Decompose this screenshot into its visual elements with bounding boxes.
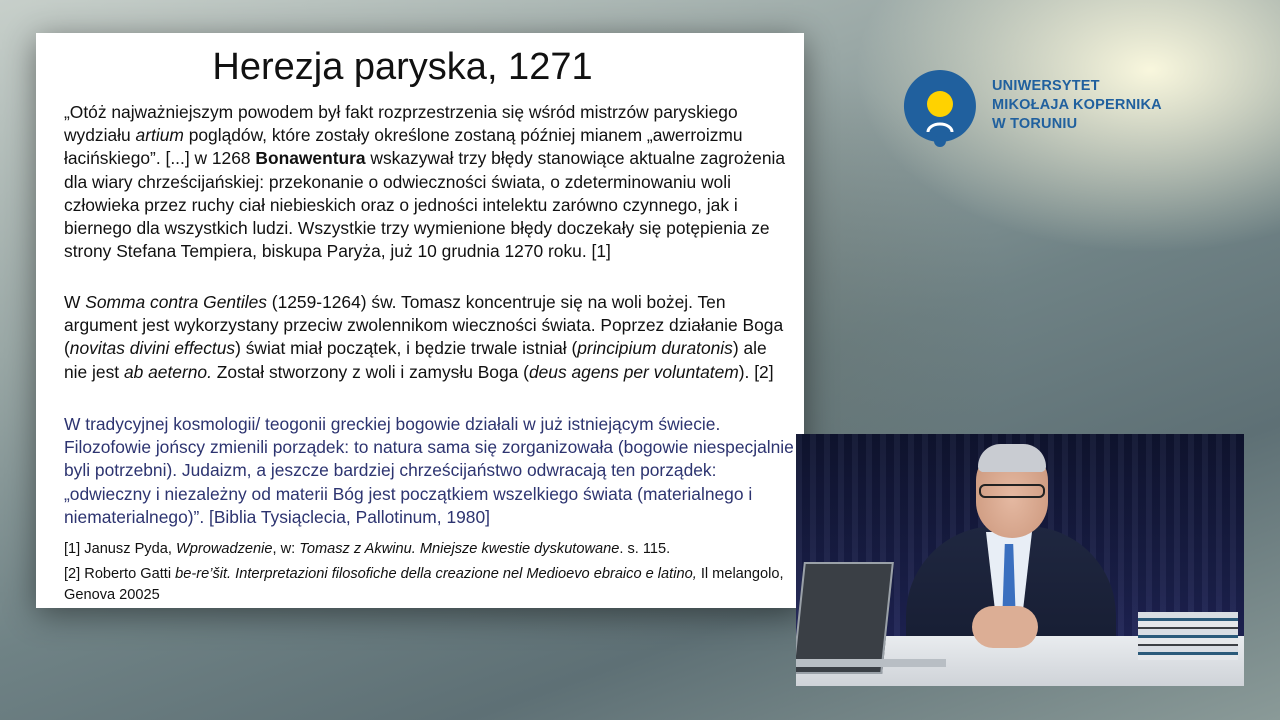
speaker-video — [796, 434, 1244, 686]
university-name-line-1: UNIWERSYTET — [992, 78, 1100, 94]
text-run: Został stworzony z woli i zamysłu Boga ( — [211, 361, 529, 382]
text-run: ab aeterno. — [123, 361, 212, 382]
speaker-glasses — [979, 484, 1045, 498]
text-run: W — [64, 292, 86, 312]
footnote-2 — [64, 564, 794, 606]
slide-title: Herezja paryska, 1271 — [212, 46, 593, 88]
text-run: artium — [135, 125, 184, 146]
text-run: . s. 115. — [619, 541, 671, 557]
text-run: ) świat miał początek, i będzie trwale istniał ( — [235, 338, 578, 359]
laptop-icon — [796, 562, 894, 674]
text-run: , w: — [272, 541, 300, 557]
text-run: „Otóż najważniejszym powodem był fakt rozprzestrzenia się wśród mistrzów paryskiego wydziału — [64, 102, 738, 146]
text-run: novitas divini effectus — [69, 338, 236, 359]
text-run: ). [2] — [738, 361, 774, 382]
speaker-hands — [972, 606, 1038, 648]
text-run: wskazywał trzy błędy stanowiące aktualne zagrożenia dla wiary chrześcijańskiej: przekonanie o odwieczności świata, o zdeterminowaniu woli człowieka przez ruchy ciał niebieskich oraz o jedności intelektu zarówno czynnego, jak i biernego dla wszystkich ludzi. Wszystkie trzy wymienione błędy doczekały się potępienia ze strony Stefana Tempiera, biskupa Paryża, już 10 grudnia 1270 roku. [1] — [64, 148, 786, 262]
paragraph-aquinas — [64, 291, 794, 384]
text-run: Il melangolo, Genova 20025 — [64, 566, 784, 603]
text-run: (1259-1264) św. Tomasz koncentruje się na woli bożej. Ten argument jest wykorzystany przeciw zwolennikom wieczności świata. Poprzez działanie Boga ( — [64, 292, 784, 359]
paragraph-heresy — [64, 101, 794, 263]
text-run: W tradycyjnej kosmologii/ teogonii greckiej bogowie działali w już istniejącym świecie. Filozofowie jońscy zmienili porządek: to natura sama się zorganizowała (bogowie niespecjalnie byli potrzebni). Judaizm, a jeszcze bardziej chrześcijaństwo odwracają ten porządek: „odwieczny i niezależny od materii Bóg jest początkiem wszelkiego świata (materialnego i niematerialnego)”. [Biblia Tysiąclecia, Pallotinum, 1980] — [64, 414, 794, 527]
laptop-base — [796, 659, 946, 667]
text-run: ) ale nie jest — [64, 338, 767, 382]
speaker-hair — [978, 444, 1046, 472]
university-name-line-2: MIKOŁAJA KOPERNIKA — [992, 97, 1162, 113]
text-run: Bonawentura — [255, 148, 366, 169]
text-run: [1] Janusz Pyda, — [64, 541, 176, 557]
text-run: deus agens per voluntatem — [528, 361, 739, 382]
text-run: be-re’šit. Interpretazioni filosofiche della creazione nel Medioevo ebraico e latino, — [175, 566, 697, 582]
university-name-line-3: W TORUNIU — [992, 116, 1078, 132]
text-run: Wprowadzenie — [175, 541, 273, 557]
footnote-1 — [64, 539, 794, 560]
books-stack — [1138, 612, 1238, 660]
text-run: Somma contra Gentiles — [85, 292, 267, 312]
text-run: [2] Roberto Gatti — [64, 566, 176, 582]
university-logo-icon — [900, 68, 980, 148]
text-run: principium duratonis — [577, 338, 733, 359]
text-run: Tomasz z Akwinu. Mniejsze kwestie dyskutowane — [299, 541, 620, 557]
university-name — [992, 77, 1162, 134]
text-run: poglądów, które zostały określone zostaną później mianem „awerroizmu łacińskiego”. [...] w 1268 — [64, 125, 743, 169]
paragraph-cosmology — [64, 413, 794, 529]
